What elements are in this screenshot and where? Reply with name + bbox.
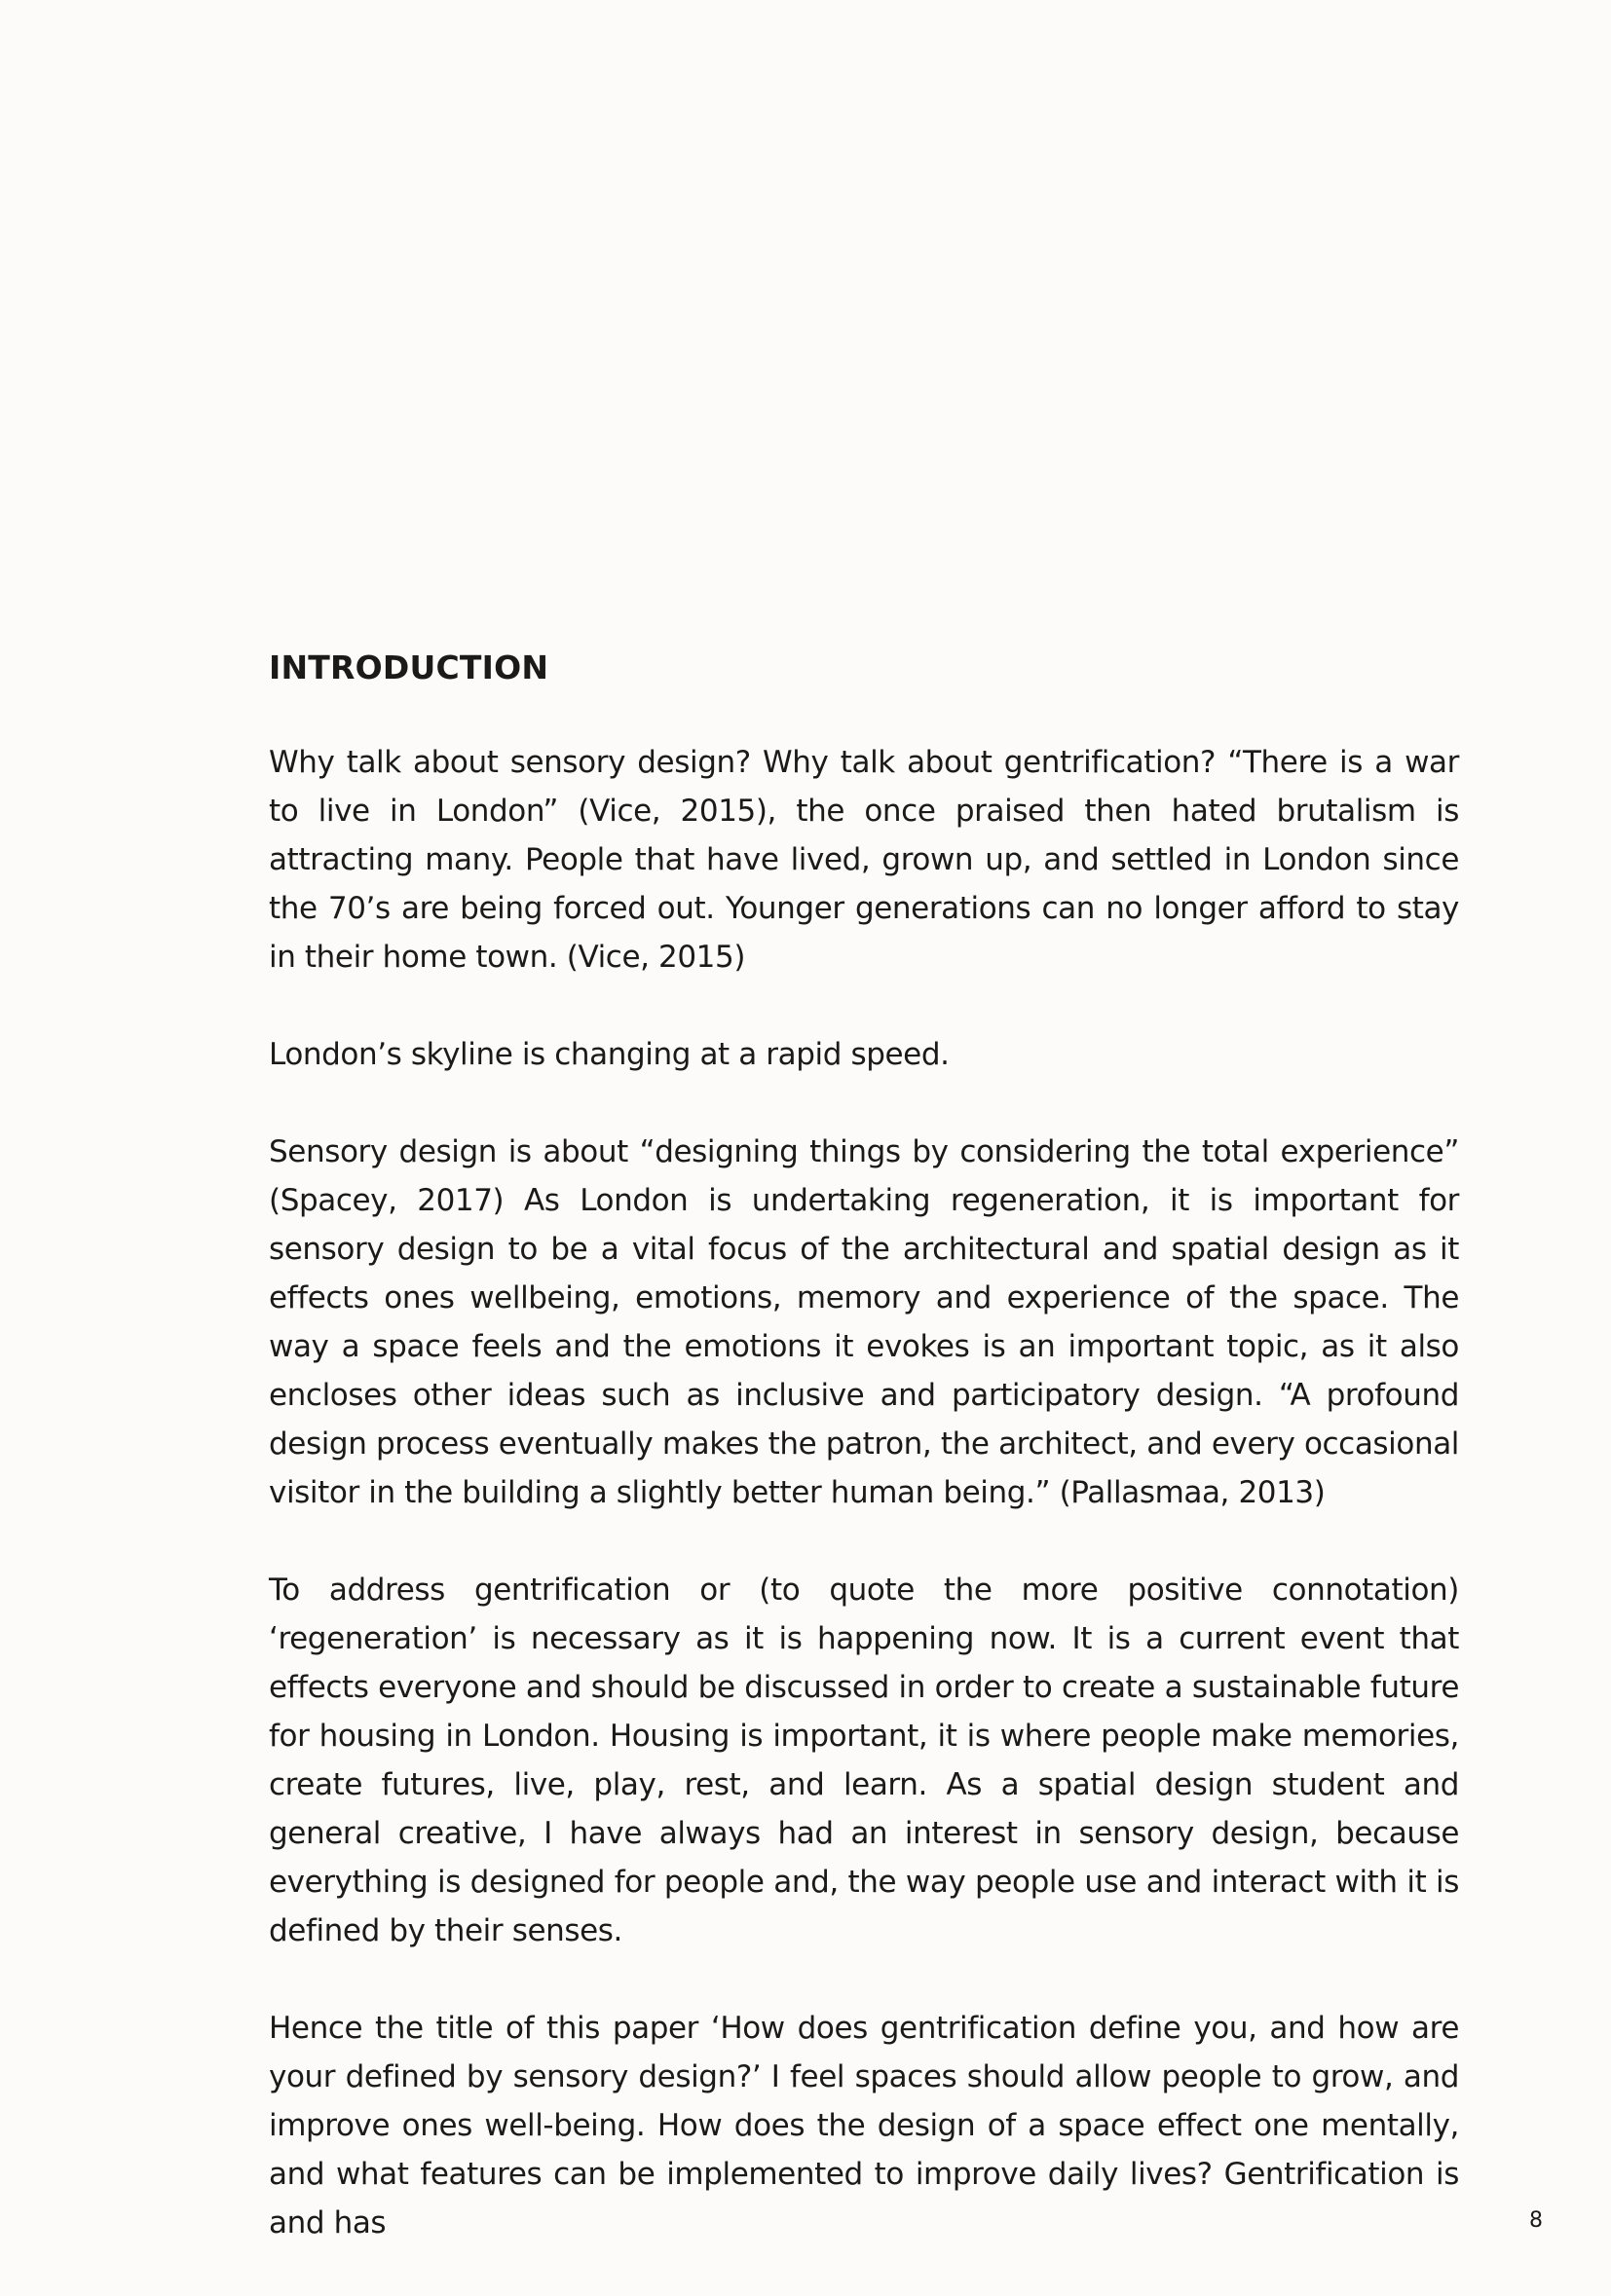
- paragraph-1: Why talk about sensory design? Why talk about gentrification? “There is a war to live in London” (Vice, 2015), the once praised then hated brutalism is attracting many. People that have lived, grown up, and settled in London since the 70’s are being forced out. Younger generations can no longer afford to stay in their home town. (Vice, 2015): [269, 745, 1459, 975]
- paragraph-5: Hence the title of this paper ‘How does gentrification define you, and how are your defined by sensory design?’ I feel spaces should allow people to grow, and improve ones well-being. How does the design of a space effect one mentally, and what features can be implemented to improve daily lives? Gentrification is and has: [269, 2011, 1459, 2240]
- section-heading: INTRODUCTION: [269, 648, 549, 686]
- paragraph-3: Sensory design is about “designing things by considering the total experience” (Spacey, 2017) As London is undertaking regeneration, it is important for sensory design to be a vital focus of the architectural and spatial design as it effects ones wellbeing, emotions, memory and experience of the space. The way a space feels and the emotions it evokes is an important topic, as it also encloses other ideas such as inclusive and participatory design. “A profound design process eventually makes the patron, the architect, and every occasional visitor in the building a slightly better human being.” (Pallasmaa, 2013): [269, 1134, 1459, 1510]
- paragraph-4: To address gentrification or (to quote the more positive connotation) ‘regeneration’ is necessary as it is happening now. It is a current event that effects everyone and should be discussed in order to create a sustainable future for housing in London. Housing is important, it is where people make memories, create futures, live, play, rest, and learn. As a spatial design student and general creative, I have always had an interest in sensory design, because everything is designed for people and, the way people use and interact with it is defined by their senses.: [269, 1573, 1459, 1948]
- paragraph-2: London’s skyline is changing at a rapid speed.: [269, 1037, 950, 1072]
- page-number: 8: [1529, 2208, 1543, 2233]
- body-text: [269, 738, 1459, 2247]
- document-content: [269, 645, 1459, 2296]
